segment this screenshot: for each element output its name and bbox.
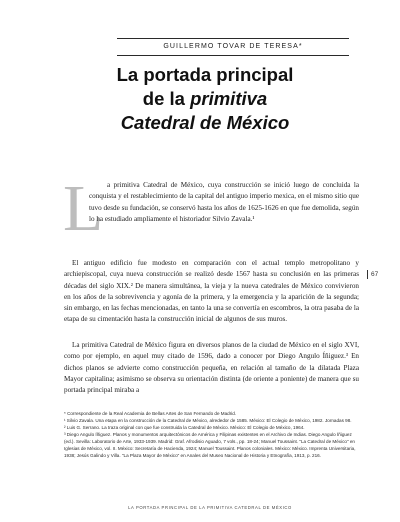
footnote: * Correspondiente de la Real Academia de Bellas Artes de San Fernando de Madrid. <box>64 411 237 416</box>
footnote: ³ Diego Angulo Íñiguez. Planos y monumentos arquitectónicos de América y Filipinas existentes en el Archivo de Indias. Diego Angulo Íñiguez (ed.). Sevilla: Laboratorio de Arte, 1933-1939. Madrid: Graf. Afrodisio Aguado, 7 vols., pp. 18-24; Manuel Toussaint. "La Catedral de México" en Iglesias de México, vol. II. México: Secretaría de Hacienda, 1924; Manuel Toussaint. Planos coloniales. México: México. Imprenta Universitaria, 1938; Jesús Galindo y Villa. "La Plaza Mayor de México" en Anales del Museo Nacional de Historia y Etnografía, 1913, p. 216. <box>64 432 356 458</box>
author-name: GUILLERMO TOVAR DE TERESA* <box>163 43 303 50</box>
footnotes <box>64 410 359 459</box>
header-rule-bottom <box>117 55 349 56</box>
title-line-2-a: de la <box>142 88 191 109</box>
title-line-2-b: primitiva <box>190 88 268 109</box>
title-line-2 <box>60 87 350 111</box>
running-footer: LA PORTADA PRINCIPAL DE LA PRIMITIVA CATEDRAL DE MÉXICO <box>128 505 292 510</box>
paragraph-1: a primitiva Catedral de México, cuya construcción se inició luego de concluida la conquista y el restablecimiento de la capital del antiguo imperio mexica, en el mismo sitio que tuvo desde su fundación, se conservó hasta los años de 1625-1626 en que fue demolida, según lo ha estudiado ampliamente el historiador Silvio Zavala.¹ <box>89 181 359 223</box>
paragraph-2: El antiguo edificio fue modesto en comparación con el actual templo metropolitano y archiepiscopal, cuya nueva construcción se realizó desde 1567 hasta su conclusión en las primeras décadas del siglo XIX.² De manera simultánea, la vieja y la nueva catedrales de México convivieron en los años de la sobrevivencia y agonía de la primera, y la emergencia y la aparición de la segunda; sin embargo, en las fechas mencionadas, en tanto la una se convertía en escombros, la otra pasaba de la etapa de su cimentación hasta la construcción inicial de algunos de sus muros. <box>64 259 359 324</box>
title-line-1: La portada principal <box>116 64 294 85</box>
header-rule-top <box>117 38 349 39</box>
drop-cap: L <box>63 172 104 245</box>
title-line-3: Catedral de México <box>120 112 290 133</box>
footnote: ² Luis G. Serrano. La traza original con que fue construida la Catedral de México. México: El Colegio de México, 1964. <box>64 425 305 430</box>
article-title <box>60 63 350 135</box>
paragraph-3: La primitiva Catedral de México figura en diversos planos de la ciudad de México en el siglo XVI, como por ejemplo, en aquel muy citado de 1596, dado a conocer por Diego Angulo Íñiguez.³ En dichos planos se advierte como construcción pequeña, en relación al tamaño de la dilatada Plaza Mayor capitalina; asimismo se observa su orientación distinta (de oriente a poniente) de manera que su portada principal miraba a <box>64 341 359 395</box>
page-number: 67 <box>367 270 378 279</box>
footnote: ¹ Silvio Zavala. Una etapa en la construcción de la Catedral de México, alrededor de 1585. México: El Colegio de México, 1982. Jornadas 98. <box>64 418 352 423</box>
